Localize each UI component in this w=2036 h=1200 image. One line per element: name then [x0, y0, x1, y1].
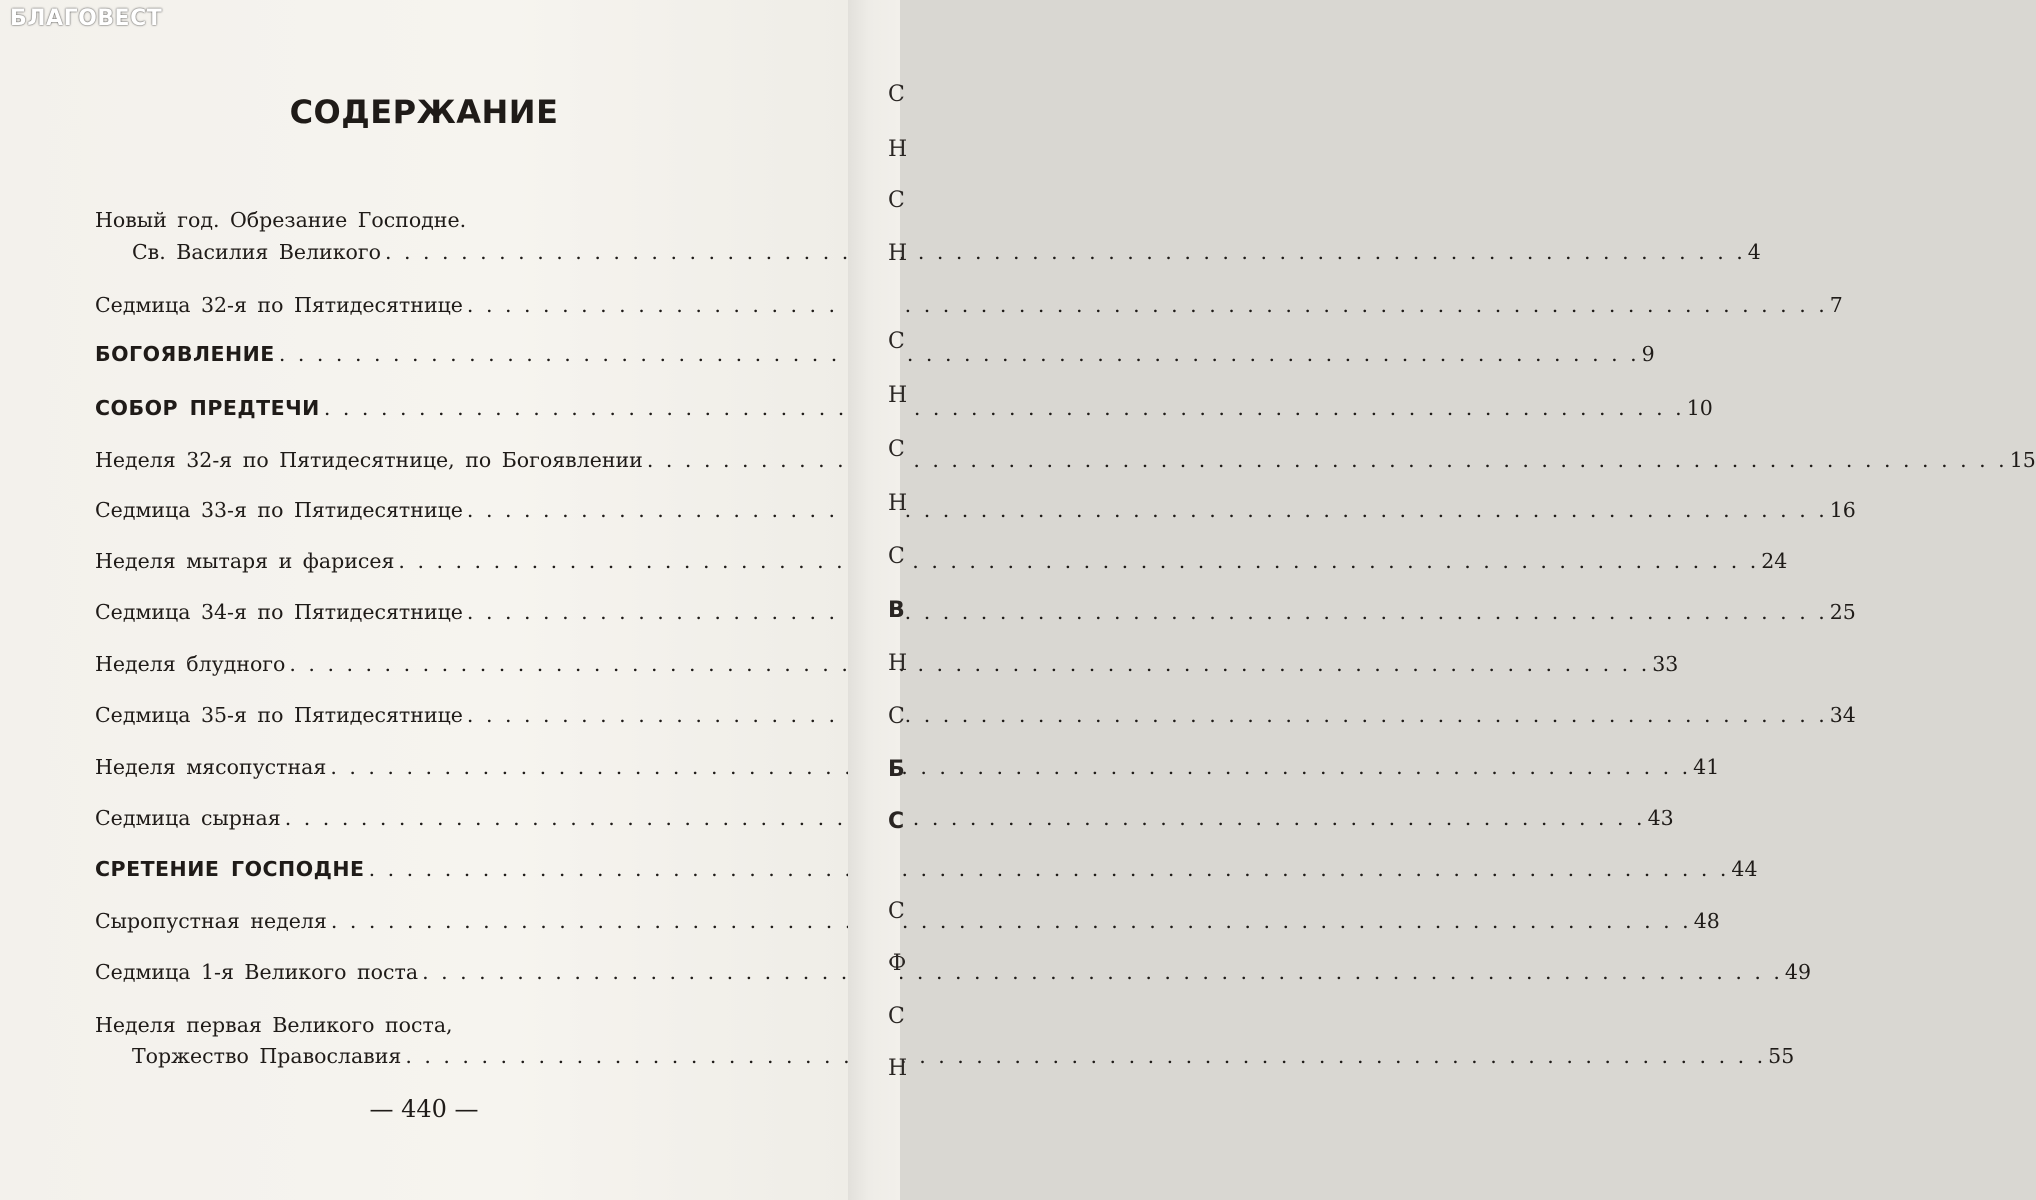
toc-entry-page: 49 [1784, 960, 1812, 984]
toc-entry-7 [95, 600, 1856, 632]
right-page-letter: Н [888, 1056, 908, 1081]
right-page-letter: В [888, 598, 905, 623]
leader-dots [385, 240, 1744, 264]
right-page-letter: Н [888, 651, 908, 676]
toc-entry-label: БОГОЯВЛЕНИЕ [95, 342, 275, 366]
toc-entry-page: 34 [1829, 703, 1856, 727]
toc-entry-6 [95, 549, 1788, 581]
leader-dots [422, 960, 1781, 984]
toc-entry-1 [95, 293, 1843, 325]
watermark-logo: БЛАГОВЕСТ [10, 6, 163, 31]
right-page-letter: Н [888, 137, 908, 162]
toc-entry-12 [95, 857, 1758, 889]
right-page-letter: С [888, 329, 905, 354]
right-page-letter: Н [888, 241, 908, 266]
toc-entry-label: Неделя мытаря и фарисея [95, 549, 395, 573]
toc-entry-page: 25 [1829, 600, 1856, 624]
toc-entry-page: 44 [1731, 857, 1758, 881]
toc-entry-8 [95, 652, 1679, 684]
leader-dots [405, 1044, 1764, 1068]
toc-entry-label: Седмица 35-я по Пятидесятнице [95, 703, 463, 727]
toc-entry-page: 15 [2009, 448, 2036, 472]
toc-entry-3 [95, 396, 1713, 428]
right-page-letter: С [888, 437, 905, 462]
leader-dots [331, 909, 1690, 933]
right-page-letter: Ф [888, 951, 907, 976]
toc-entry-label: Св. Василия Великого [132, 240, 381, 264]
toc-entry-13 [95, 909, 1720, 941]
leader-dots [467, 498, 1826, 522]
leader-dots [289, 652, 1648, 676]
toc-entry-label: Неделя мясопустная [95, 755, 327, 779]
toc-entry-label: Седмица сырная [95, 806, 281, 830]
leader-dots [285, 806, 1644, 830]
toc-entry-15 [132, 1044, 1795, 1076]
toc-entry-page: 16 [1829, 498, 1856, 522]
toc-entry-15-line1: Неделя первая Великого поста, [95, 1013, 453, 1037]
toc-entry-0-line1: Новый год. Обрезание Господне. [95, 208, 467, 232]
toc-entry-11 [95, 806, 1674, 838]
toc-entry-label: Седмица 1-я Великого поста [95, 960, 419, 984]
toc-entry-label: СОБОР ПРЕДТЕЧИ [95, 396, 320, 420]
right-page-letter: С [888, 704, 905, 729]
leader-dots [467, 293, 1826, 317]
toc-entry-label: Неделя 32-я по Пятидесятнице, по Богоявлении [95, 448, 643, 472]
leader-dots [279, 342, 1638, 366]
toc-entry-14 [95, 960, 1812, 992]
toc-entry-label: Торжество Православия [132, 1044, 402, 1068]
toc-entry-label: Седмица 34-я по Пятидесятнице [95, 600, 463, 624]
right-page-letter: С [888, 1004, 905, 1029]
leader-dots [330, 755, 1689, 779]
right-page-letter: С [888, 899, 905, 924]
toc-entry-0 [132, 240, 1761, 272]
toc-entry-page: 41 [1693, 755, 1720, 779]
page-title: СОДЕРЖАНИЕ [289, 93, 559, 131]
toc-entry-page: 48 [1693, 909, 1720, 933]
toc-entry-page: 24 [1761, 549, 1788, 573]
right-page-letter: С [888, 809, 905, 834]
toc-entry-10 [95, 755, 1720, 787]
toc-entry-label: СРЕТЕНИЕ ГОСПОДНЕ [95, 857, 365, 881]
leader-dots [467, 703, 1826, 727]
toc-entry-page: 4 [1747, 240, 1761, 264]
right-page-letter: Н [888, 491, 908, 516]
toc-entry-page: 55 [1768, 1044, 1795, 1068]
toc-entry-label: Неделя блудного [95, 652, 286, 676]
toc-entry-4 [95, 448, 2036, 480]
toc-entry-page: 9 [1641, 342, 1655, 366]
toc-entry-9 [95, 703, 1856, 735]
toc-entry-2 [95, 342, 1655, 374]
leader-dots [324, 396, 1683, 420]
toc-entry-5 [95, 498, 1856, 530]
toc-entry-label: Сыропустная неделя [95, 909, 327, 933]
page-number: — 440 — [369, 1095, 479, 1123]
right-page-letter: С [888, 544, 905, 569]
toc-entry-label: Седмица 33-я по Пятидесятнице [95, 498, 463, 522]
right-page-letter: Н [888, 383, 908, 408]
toc-entry-page: 10 [1686, 396, 1713, 420]
right-page-letter: Б [888, 757, 905, 782]
leader-dots [398, 549, 1757, 573]
right-page-letter: С [888, 82, 905, 107]
toc-entry-label: Седмица 32-я по Пятидесятнице [95, 293, 463, 317]
toc-entry-page: 43 [1647, 806, 1674, 830]
right-page-letter: С [888, 188, 905, 213]
leader-dots [467, 600, 1826, 624]
toc-entry-page: 7 [1829, 293, 1843, 317]
leader-dots [369, 857, 1728, 881]
toc-entry-page: 33 [1652, 652, 1679, 676]
